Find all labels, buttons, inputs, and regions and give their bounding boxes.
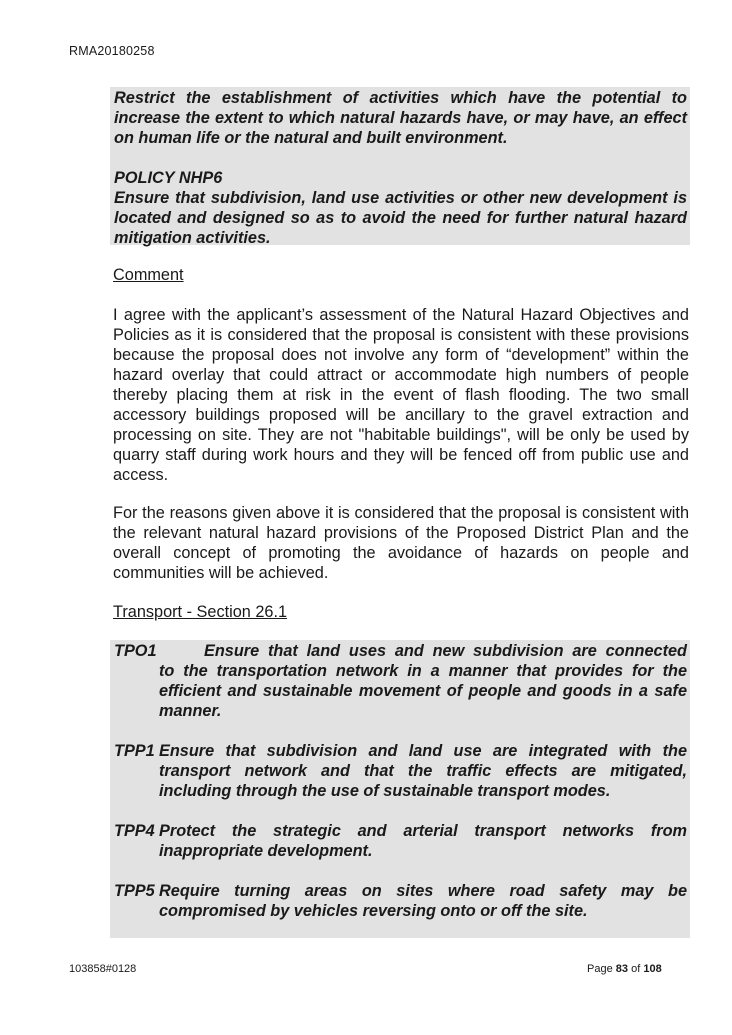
comment-heading: Comment: [113, 266, 184, 284]
comment-paragraph-1: I agree with the applicant’s assessment of the Natural Hazard Objectives and Policies as it is considered that the proposal is consistent with these provisions because the proposal does not involve any form of “development” within the hazard overlay that could attract or accommodate high numbers of people thereby placing them at risk in the event of flash flooding. The two small accessory buildings proposed will be ancillary to the gravel extraction and processing on site. They are not "habitable buildings", will be only be used by quarry staff during work hours and they will be fenced off from public use and access.: [113, 306, 689, 484]
document-reference: RMA20180258: [69, 44, 155, 58]
policy-tpp4: [114, 821, 687, 861]
policy-text-continued: to the transportation network in a manner that provides for the efficient and sustainable movement of people and goods in a safe manner.: [159, 662, 687, 720]
policy-quote-block-natural-hazards: [110, 87, 690, 245]
footer-doc-id: 103858#0128: [69, 963, 137, 975]
policy-code: TPO1: [114, 642, 157, 660]
policy-code: TPP1: [114, 742, 155, 760]
transport-heading: Transport - Section 26.1: [113, 603, 288, 621]
objective-text: Restrict the establishment of activities which have the potential to increase the extent to which natural hazards have, or may have, an effect on human life or the natural and built environment.: [114, 89, 687, 147]
policy-text: Ensure that subdivision and land use are integrated with the transport network and that the traffic effects are mitigated, including through the use of sustainable transport modes.: [159, 742, 687, 800]
policy-quote-block-transport: [110, 640, 690, 938]
policy-tpo1: [114, 641, 687, 661]
policy-code: TPP5: [114, 882, 155, 900]
policy-text: Require turning areas on sites where road safety may be compromised by vehicles reversing onto or off the site.: [159, 882, 687, 920]
policy-heading: POLICY NHP6: [114, 169, 223, 187]
policy-text-first-line: Ensure that land uses and new subdivision are connected: [204, 642, 687, 660]
footer-page-number: Page 83 of 108: [587, 963, 662, 975]
policy-tpp1: [114, 741, 687, 801]
comment-paragraph-2: For the reasons given above it is considered that the proposal is consistent with the relevant natural hazard provisions of the Proposed District Plan and the overall concept of promoting the avoidance of hazards on people and communities will be achieved.: [113, 504, 689, 582]
policy-text: Protect the strategic and arterial transport networks from inappropriate development.: [159, 822, 687, 860]
policy-code: TPP4: [114, 822, 155, 840]
policy-text: Ensure that subdivision, land use activities or other new development is located and designed so as to avoid the need for further natural hazard mitigation activities.: [114, 189, 687, 247]
policy-tpp5: [114, 881, 687, 921]
